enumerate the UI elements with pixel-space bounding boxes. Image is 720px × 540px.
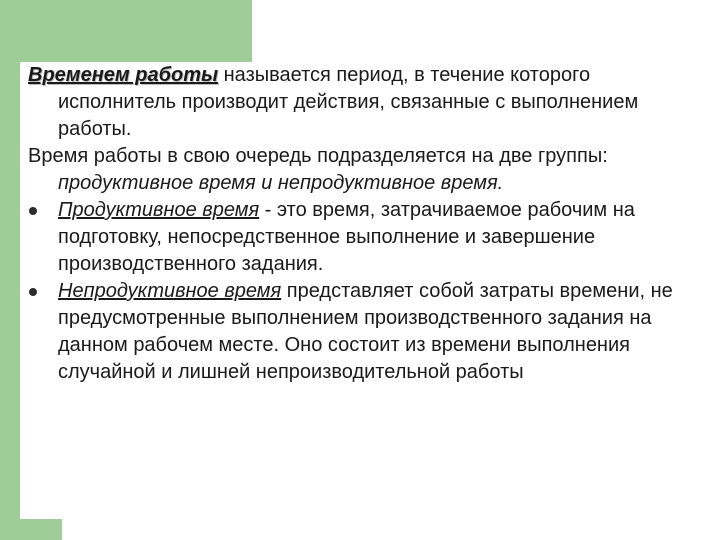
bullet-dot-icon — [29, 288, 37, 296]
definition-paragraph — [20, 62, 708, 143]
productive-text: - это время, затрачиваемое рабочим на подготовку, непосредственное выполнение и завершение производственного задания. — [58, 199, 635, 275]
definition-text: называется период, в течение которого исполнитель производит действия, связанные с выполнением работы. — [58, 64, 639, 140]
term-work-time: Временем работы — [28, 64, 219, 86]
slide-body — [20, 62, 708, 386]
decor-band-bottom — [0, 519, 62, 540]
bullet-dot-icon — [29, 207, 37, 215]
bullet-productive — [20, 197, 708, 278]
bullet-unproductive — [20, 278, 708, 386]
groups-paragraph — [20, 143, 708, 197]
groups-italic-text: продуктивное время и непродуктивное время. — [58, 172, 504, 194]
decor-band-left — [0, 0, 20, 540]
unproductive-text: представляет собой затраты времени, не предусмотренные выполнением производственного задания на данном рабочем месте. Оно состоит из времени выполнения случайной и лишней непроизводительной работы — [58, 280, 673, 383]
term-productive-time: Продуктивное время — [58, 199, 260, 221]
term-unproductive-time: Непродуктивное время — [58, 280, 282, 302]
groups-lead-text: Время работы в свою очередь подразделяется на две группы: — [28, 145, 608, 167]
decor-band-top — [0, 0, 252, 62]
